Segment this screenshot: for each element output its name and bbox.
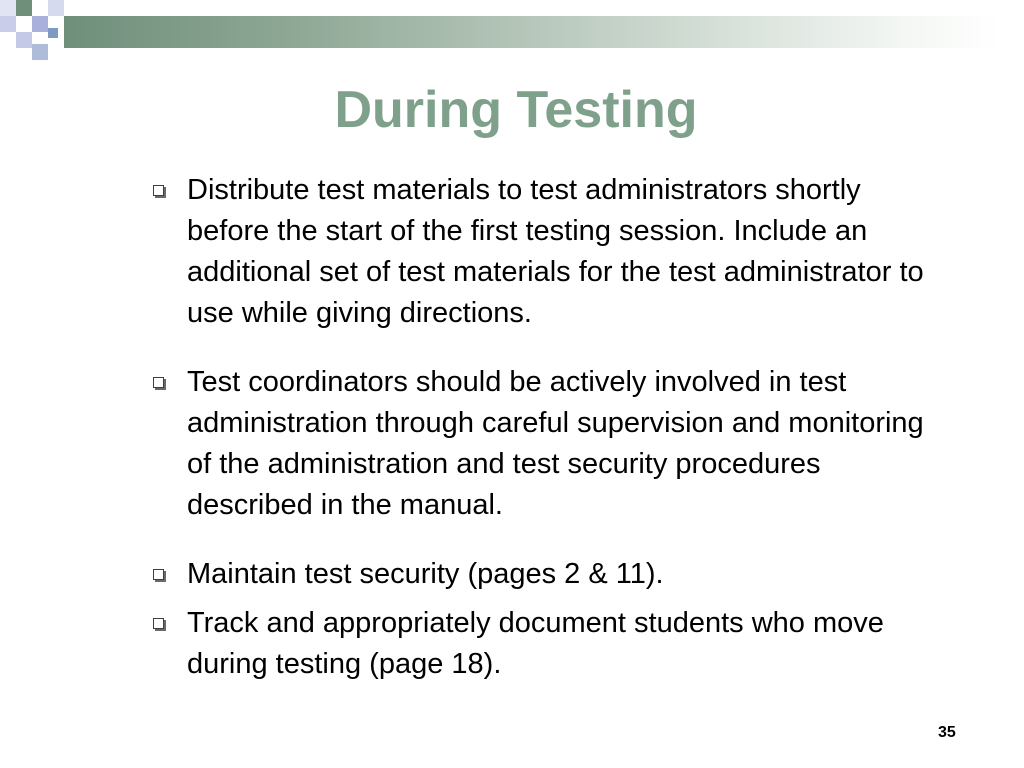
bullet-item	[145, 603, 945, 685]
hollow-square-bullet-icon	[153, 185, 164, 196]
bullet-item	[145, 170, 945, 334]
decorative-square	[16, 32, 32, 48]
slide-title: During Testing	[334, 81, 698, 139]
decorative-square	[48, 0, 64, 16]
bullet-text: Distribute test materials to test administrators shortly before the start of the first testing session. Include an additional set of test materials for the test administrator to use while giving directions.	[187, 174, 924, 329]
decorative-square	[0, 16, 16, 32]
bullet-item	[145, 362, 945, 526]
page-number: 35	[938, 724, 956, 741]
decorative-square	[0, 0, 16, 16]
decorative-square	[48, 28, 58, 38]
hollow-square-bullet-icon	[153, 377, 164, 388]
bullet-text: Test coordinators should be actively involved in test administration through careful supervision and monitoring of the administration and test security procedures described in the manual.	[187, 366, 924, 521]
decorative-square	[32, 44, 48, 60]
decorative-square	[16, 0, 32, 16]
bullet-list	[145, 170, 945, 685]
bullet-item	[145, 554, 945, 595]
decorative-square	[32, 16, 48, 32]
hollow-square-bullet-icon	[153, 618, 164, 629]
bullet-text: Track and appropriately document students who move during testing (page 18).	[187, 607, 884, 680]
hollow-square-bullet-icon	[153, 569, 164, 580]
header-gradient-bar	[64, 16, 1000, 48]
bullet-text: Maintain test security (pages 2 & 11).	[187, 558, 664, 590]
